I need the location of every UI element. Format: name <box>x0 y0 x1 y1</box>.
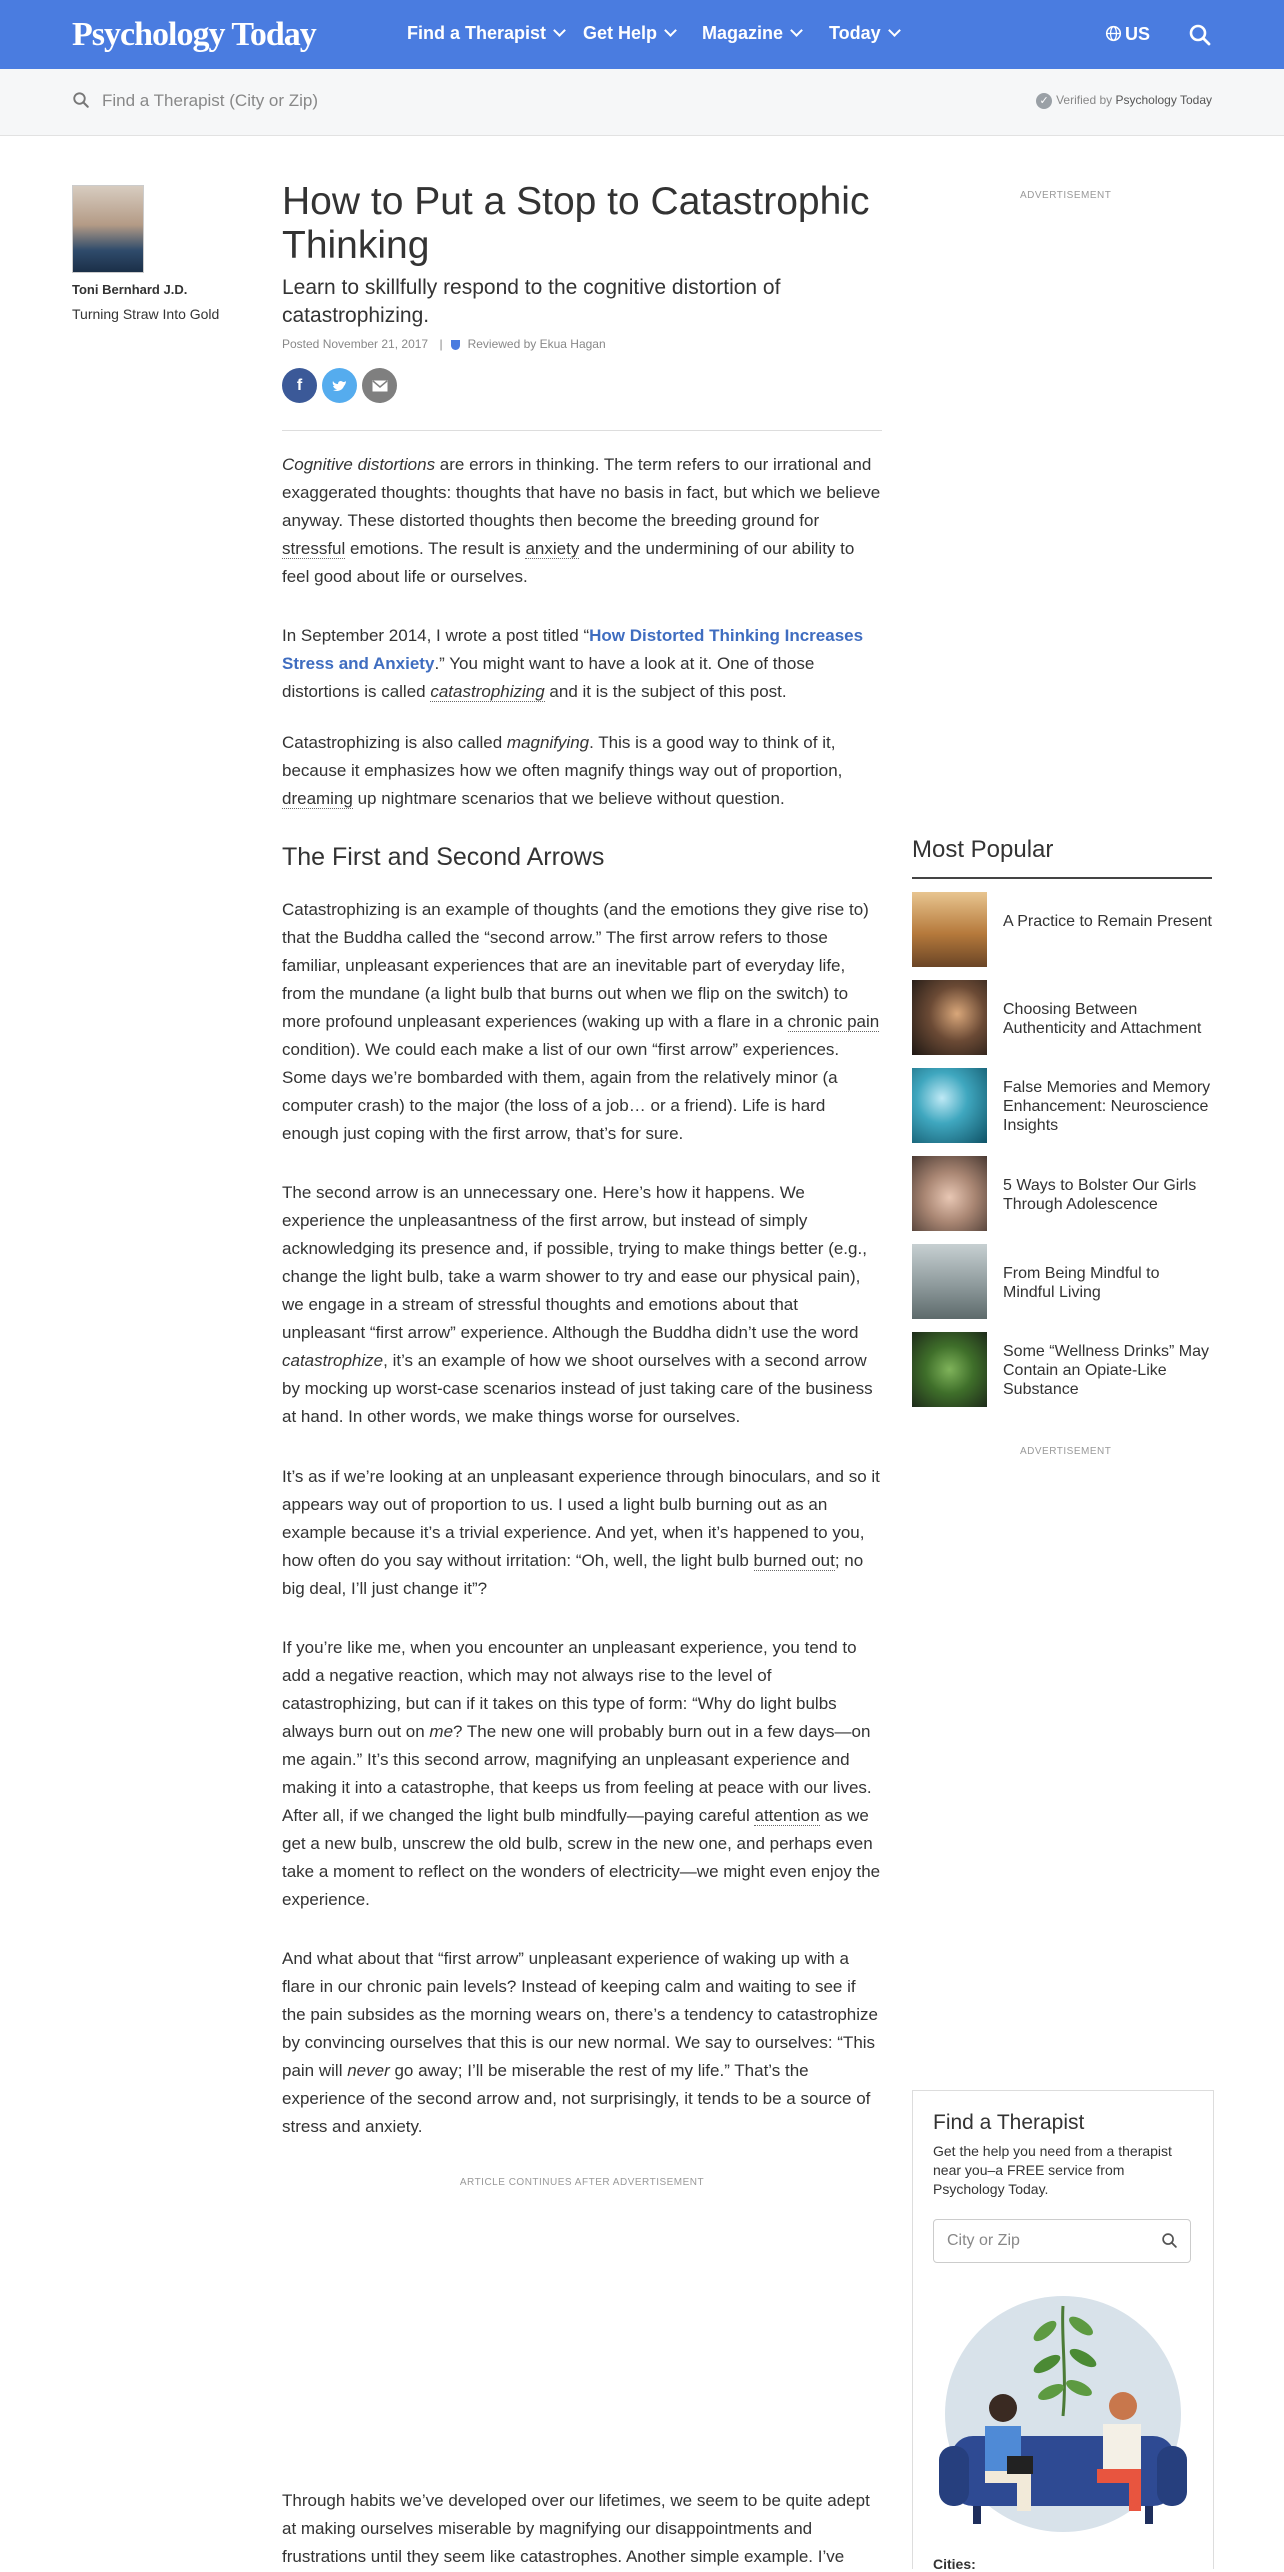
header-divider <box>282 430 882 431</box>
popular-thumbnail <box>912 1244 987 1319</box>
paragraph-3 <box>282 729 882 813</box>
text: and it is the subject of this post. <box>544 682 787 701</box>
paragraph-4 <box>282 896 882 1148</box>
popular-item[interactable] <box>912 1332 1212 1410</box>
paragraph-6 <box>282 1463 882 1603</box>
share-facebook-button[interactable] <box>282 368 317 403</box>
text: Catastrophizing is an example of thoughts (and the emotions they give rise to) that the Buddha called the “second arrow.” The first arrow refers to those familiar, unpleasant experiences that are an inevitable part of everyday life, from the mundane (a light bulb that burns out when we flip on the switch) to more profound unpleasant experiences (waking up with a flare in a <box>282 900 869 1031</box>
author-avatar[interactable] <box>72 185 144 273</box>
text: In September 2014, I wrote a post titled “ <box>282 626 590 645</box>
verified-prefix: Verified by <box>1056 93 1113 108</box>
city-zip-input[interactable] <box>933 2219 1191 2263</box>
nav-label: Today <box>829 23 881 43</box>
popular-thumbnail <box>912 980 987 1055</box>
nav-label: Find a Therapist <box>407 23 547 43</box>
therapy-illustration <box>933 2286 1193 2541</box>
therapist-search-bar <box>0 69 1284 136</box>
verified-brand: Psychology Today <box>1115 93 1212 108</box>
chevron-down-icon <box>888 24 901 37</box>
emphasis: magnifying <box>506 733 590 752</box>
meta-divider: | <box>439 337 443 351</box>
paragraph-5 <box>282 1179 882 1431</box>
shield-icon <box>451 340 460 350</box>
city-zip-placeholder: City or Zip <box>947 2232 1020 2249</box>
top-nav <box>0 0 1284 69</box>
globe-icon <box>1105 25 1122 42</box>
glossary-link-burned-out[interactable]: burned out <box>753 1551 835 1570</box>
glossary-link-chronic-pain[interactable]: chronic pain <box>787 1012 880 1031</box>
popular-title: A Practice to Remain Present <box>1003 913 1212 930</box>
article-meta <box>282 337 606 351</box>
glossary-link-catastrophizing[interactable]: catastrophizing <box>430 682 545 701</box>
text: ? The new one will probably burn out in a few days—on me again.” It’s this second arrow, magnifying an unpleasant experience and making it into a catastrophe, that keeps us from feeling at peace with our lives. After all, if we changed the light bulb mindfully—paying careful <box>282 1722 872 1825</box>
nav-today[interactable] <box>829 23 899 44</box>
blog-name[interactable]: Turning Straw Into Gold <box>72 306 220 322</box>
most-popular-title: Most Popular <box>912 836 1054 863</box>
text: Catastrophizing is also called <box>282 733 507 752</box>
term-cognitive-distortions: Cognitive distortions <box>282 455 436 474</box>
nav-label: Magazine <box>702 23 784 43</box>
chevron-down-icon <box>790 24 803 37</box>
text: The second arrow is an unnecessary one. Here’s how it happens. We experience the unpleasantness of the first arrow, but instead of simply acknowledging its presence and, if possible, trying to make things better (e.g., change the light bulb, take a warm shower to try and ease our physical pain), we engage in a stream of stressful thoughts and emotions about that unpleasant “first arrow” experience. Although the Buddha didn’t use the word <box>282 1183 867 1342</box>
emphasis: never <box>347 2061 390 2080</box>
popular-thumbnail <box>912 1068 987 1143</box>
popular-item[interactable] <box>912 892 1212 970</box>
nav-magazine[interactable] <box>702 23 801 44</box>
verified-badge <box>1036 93 1212 109</box>
text: are errors in thinking. The term refers to our irrational and exaggerated thoughts: thoughts that have no basis in fact, but which we believe anyway. These distorted thoughts then become the breeding ground for <box>282 455 881 530</box>
glossary-link-stressful[interactable]: stressful <box>282 539 346 558</box>
text: and the undermining of our ability to feel good about life or ourselves. <box>282 539 855 586</box>
text: If you’re like me, when you encounter an unpleasant experience, you tend to add a negative reaction, which may not always rise to the level of catastrophizing, but can if it takes on this type of form: “Why do light bulbs always burn out on <box>282 1638 857 1741</box>
popular-title: Some “Wellness Drinks” May Contain an Opiate-Like Substance <box>1003 1343 1209 1398</box>
most-popular-divider <box>912 877 1212 879</box>
text: It’s as if we’re looking at an unpleasant experience through binoculars, and so it appears way out of proportion to us. I used a light bulb burning out as an example because it’s a trivial experience. And yet, when it’s happened to you, how often do you say without irritation: “Oh, well, the light bulb <box>282 1467 880 1570</box>
article-subtitle: Learn to skillfully respond to the cognitive distortion of catastrophizing. <box>282 276 781 327</box>
nav-get-help[interactable] <box>583 23 675 44</box>
chevron-down-icon <box>553 24 566 37</box>
region-label: US <box>1125 24 1151 44</box>
popular-item[interactable] <box>912 1068 1212 1146</box>
text: ; no big deal, I’ll just change it”? <box>282 1551 864 1598</box>
therapist-search-input[interactable]: Find a Therapist (City or Zip) <box>102 91 319 110</box>
paragraph-8 <box>282 1945 882 2141</box>
section-heading: The First and Second Arrows <box>282 843 605 871</box>
related-post-link[interactable]: How Distorted Thinking Increases Stress and Anxiety <box>282 626 864 673</box>
share-email-button[interactable] <box>362 368 397 403</box>
text: up nightmare scenarios that we believe without question. <box>352 789 785 808</box>
emphasis: me <box>429 1722 454 1741</box>
search-icon[interactable] <box>1188 23 1212 47</box>
article-continues-label: ARTICLE CONTINUES AFTER ADVERTISEMENT <box>459 2177 705 2188</box>
glossary-link-attention[interactable]: attention <box>754 1806 820 1825</box>
site-logo[interactable]: Psychology Today <box>72 16 316 53</box>
article-title: How to Put a Stop to Catastrophic Thinking <box>282 180 870 267</box>
search-icon[interactable] <box>1161 2232 1178 2249</box>
popular-title: 5 Ways to Bolster Our Girls Through Adolescence <box>1003 1177 1197 1213</box>
advertisement-label: ADVERTISEMENT <box>1020 190 1112 201</box>
chevron-down-icon <box>664 24 677 37</box>
check-icon: ✓ <box>1036 93 1052 109</box>
paragraph-2 <box>282 622 882 706</box>
popular-thumbnail <box>912 1156 987 1231</box>
paragraph-1 <box>282 451 882 591</box>
popular-thumbnail <box>912 892 987 967</box>
glossary-link-anxiety[interactable]: anxiety <box>525 539 580 558</box>
nav-find-therapist[interactable] <box>407 23 564 44</box>
paragraph-7 <box>282 1634 882 1914</box>
popular-title: From Being Mindful to Mindful Living <box>1003 1265 1160 1301</box>
popular-title: False Memories and Memory Enhancement: Neuroscience Insights <box>1003 1079 1211 1134</box>
posted-date: Posted November 21, 2017 <box>282 337 429 351</box>
popular-thumbnail <box>912 1332 987 1407</box>
facebook-icon: f <box>296 377 303 394</box>
popular-item[interactable] <box>912 980 1212 1058</box>
text: go away; I’ll be miserable the rest of my life.” That’s the experience of the second arrow and, not surprisingly, it tends to be a source of stress and anxiety. <box>282 2061 871 2136</box>
text: . This is a good way to think of it, because it emphasizes how we often magnify things way out of proportion, <box>282 733 843 780</box>
find-therapist-widget <box>912 2090 1214 2572</box>
popular-title: Choosing Between Authenticity and Attachment <box>1003 1001 1202 1037</box>
cities-label: Cities: <box>933 2556 976 2572</box>
find-therapist-title: Find a Therapist <box>933 2111 1085 2134</box>
share-twitter-button[interactable] <box>322 368 357 403</box>
email-icon <box>372 380 388 392</box>
emphasis: catastrophize <box>282 1351 384 1370</box>
search-icon <box>72 91 90 109</box>
advertisement-label: ADVERTISEMENT <box>1020 1446 1112 1457</box>
text: .” You might want to have a look at it. One of those distortions is called <box>282 654 815 701</box>
glossary-link-dreaming[interactable]: dreaming <box>282 789 353 808</box>
region-selector[interactable] <box>1105 24 1150 45</box>
text: as we get a new bulb, unscrew the old bulb, screw in the new one, and perhaps even take a moment to reflect on the wonders of electricity—we might even enjoy the experience. <box>282 1806 881 1909</box>
text: emotions. The result is <box>345 539 526 558</box>
twitter-icon <box>332 379 348 393</box>
reviewer[interactable]: Reviewed by Ekua Hagan <box>467 337 606 351</box>
popular-item[interactable] <box>912 1244 1212 1322</box>
text: condition). We could each make a list of our own “first arrow” experiences. Some days we’re bombarded with them, again from the relatively minor (a computer crash) to the major (the loss of a job… or a friend). Life is hard enough just coping with the first arrow, that’s for sure. <box>282 1040 840 1143</box>
find-therapist-description: Get the help you need from a therapist near you–a FREE service from Psychology Today. <box>933 2143 1172 2197</box>
text: , it’s an example of how we shoot ourselves with a second arrow by mocking up worst-case scenarios instead of just taking care of the business at hand. In other words, we make things worse for ourselves. <box>282 1351 873 1426</box>
text: And what about that “first arrow” unpleasant experience of waking up with a flare in our chronic pain levels? Instead of keeping calm and waiting to see if the pain subsides as the morning wears on, there’s a tendency to catastrophize by convincing ourselves that this is our new normal. We say to ourselves: “This pain will <box>282 1949 878 2080</box>
popular-item[interactable] <box>912 1156 1212 1234</box>
author-name[interactable]: Toni Bernhard J.D. <box>72 282 188 297</box>
nav-label: Get Help <box>583 23 658 43</box>
paragraph-9: Through habits we’ve developed over our lifetimes, we seem to be quite adept at making ourselves miserable by magnifying our disappointments and frustrations until they seem like catastrophes. Another simple example. I’ve <box>282 2491 870 2566</box>
